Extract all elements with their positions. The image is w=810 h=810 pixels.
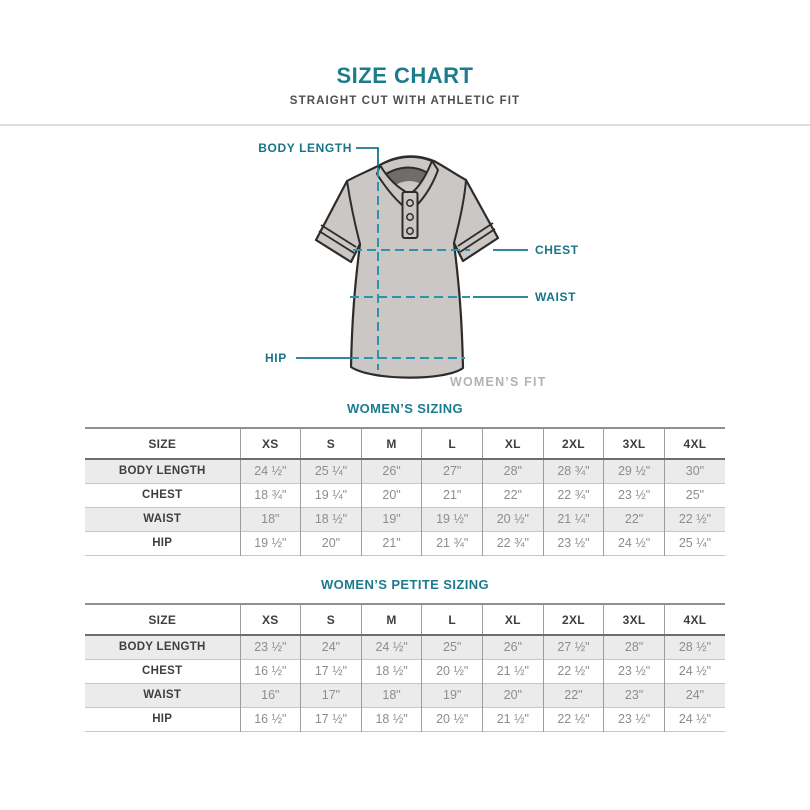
measurement-value-cell: 18 ½" [361, 707, 422, 731]
measurement-value-cell: 19 ½" [240, 531, 301, 555]
measurement-value-cell: 23 ½" [604, 707, 665, 731]
measurement-row-label: BODY LENGTH [118, 465, 206, 478]
size-header-4xl: 4XL [664, 428, 725, 459]
measurement-value-cell: 22 ¾" [483, 531, 544, 555]
horizontal-divider [0, 124, 810, 126]
measurement-value-cell: 17 ½" [301, 659, 362, 683]
measurement-value-cell: 22" [543, 683, 604, 707]
measurement-value-cell: 24" [664, 683, 725, 707]
measurement-value-cell: 20" [483, 683, 544, 707]
measurement-value-cell: 23 ½" [543, 531, 604, 555]
measurement-value-cell: 19" [361, 507, 422, 531]
measurement-value-cell: 24 ½" [664, 659, 725, 683]
measurement-value-cell: 24 ½" [240, 459, 301, 483]
measurement-value-cell: 25" [422, 635, 483, 659]
measurement-value-cell: 20" [301, 531, 362, 555]
womens-petite-sizing-title: WOMEN’S PETITE SIZING [320, 577, 490, 592]
measurement-row-label: BODY LENGTH [118, 641, 206, 654]
body-length-connector [356, 148, 378, 166]
size-header-xs: XS [240, 428, 301, 459]
table-row [85, 635, 725, 659]
measurement-value-cell: 27 ½" [543, 635, 604, 659]
size-header-4xl: 4XL [664, 604, 725, 635]
measurement-value-cell: 18 ½" [361, 659, 422, 683]
shirt-measurement-diagram [250, 132, 580, 397]
measurement-value-cell: 25 ¼" [664, 531, 725, 555]
measurement-value-cell: 21 ½" [483, 659, 544, 683]
measurement-value-cell: 24 ½" [361, 635, 422, 659]
measurement-value-cell: 30" [664, 459, 725, 483]
size-header-l: L [422, 428, 483, 459]
womens-fit-caption: WOMEN’S FIT [450, 375, 547, 389]
measurement-value-cell: 26" [483, 635, 544, 659]
measurement-value-cell: 16 ½" [240, 707, 301, 731]
measurement-value-cell: 22 ½" [664, 507, 725, 531]
table-row [85, 659, 725, 683]
measurement-value-cell: 21 ¼" [543, 507, 604, 531]
size-header-s: S [301, 604, 362, 635]
size-column-header: SIZE [85, 604, 240, 635]
table-row [85, 531, 725, 555]
measurement-value-cell: 27" [422, 459, 483, 483]
womens-sizing-table [85, 427, 725, 556]
measurement-value-cell: 17" [301, 683, 362, 707]
measurement-value-cell: 26" [361, 459, 422, 483]
womens-petite-sizing-table [85, 603, 725, 732]
measurement-value-cell: 22 ¾" [543, 483, 604, 507]
measurement-value-cell: 25" [664, 483, 725, 507]
measurement-value-cell: 18" [240, 507, 301, 531]
measurement-value-cell: 20 ½" [422, 659, 483, 683]
measurement-row-label: WAIST [143, 513, 182, 525]
button-1 [407, 200, 413, 206]
button-2 [407, 214, 413, 220]
measurement-value-cell: 18 ½" [301, 507, 362, 531]
measurement-value-cell: 21 ½" [483, 707, 544, 731]
size-header-xl: XL [483, 428, 544, 459]
measurement-value-cell: 21" [422, 483, 483, 507]
measurement-value-cell: 28 ¾" [543, 459, 604, 483]
measurement-value-cell: 21 ¾" [422, 531, 483, 555]
table-header-row [85, 428, 725, 459]
size-column-header: SIZE [85, 428, 240, 459]
womens-sizing-title: WOMEN’S SIZING [346, 401, 464, 416]
measurement-value-cell: 22" [604, 507, 665, 531]
measurement-value-cell: 22 ½" [543, 659, 604, 683]
waist-label: WAIST [535, 290, 576, 304]
measurement-value-cell: 18 ¾" [240, 483, 301, 507]
table-header-row [85, 604, 725, 635]
measurement-value-cell: 16" [240, 683, 301, 707]
button-3 [407, 228, 413, 234]
measurement-value-cell: 24 ½" [664, 707, 725, 731]
measurement-value-cell: 29 ½" [604, 459, 665, 483]
measurement-row-label: CHEST [142, 489, 183, 501]
page-title: SIZE CHART [336, 63, 474, 88]
measurement-value-cell: 20 ½" [422, 707, 483, 731]
measurement-value-cell: 24 ½" [604, 531, 665, 555]
size-header-2xl: 2XL [543, 604, 604, 635]
measurement-value-cell: 19 ¼" [301, 483, 362, 507]
measurement-value-cell: 23 ½" [604, 659, 665, 683]
measurement-value-cell: 19" [422, 683, 483, 707]
measurement-value-cell: 28" [604, 635, 665, 659]
measurement-value-cell: 19 ½" [422, 507, 483, 531]
measurement-row-label: WAIST [143, 689, 182, 701]
size-header-m: M [361, 604, 422, 635]
body-length-label: BODY LENGTH [258, 141, 352, 155]
table-row [85, 707, 725, 731]
chest-label: CHEST [535, 243, 579, 257]
measurement-value-cell: 28 ½" [664, 635, 725, 659]
size-header-3xl: 3XL [604, 604, 665, 635]
table-row [85, 507, 725, 531]
measurement-value-cell: 20 ½" [483, 507, 544, 531]
page-subtitle: STRAIGHT CUT WITH ATHLETIC FIT [289, 95, 521, 107]
shirt-body [316, 156, 498, 377]
table-row [85, 683, 725, 707]
size-header-2xl: 2XL [543, 428, 604, 459]
size-header-3xl: 3XL [604, 428, 665, 459]
polo-shirt-illustration [250, 132, 580, 397]
measurement-value-cell: 23 ½" [604, 483, 665, 507]
size-header-l: L [422, 604, 483, 635]
measurement-value-cell: 17 ½" [301, 707, 362, 731]
measurement-value-cell: 20" [361, 483, 422, 507]
size-header-xs: XS [240, 604, 301, 635]
measurement-value-cell: 22" [483, 483, 544, 507]
hip-label: HIP [265, 351, 287, 365]
measurement-value-cell: 16 ½" [240, 659, 301, 683]
table-row [85, 459, 725, 483]
measurement-value-cell: 18" [361, 683, 422, 707]
size-header-xl: XL [483, 604, 544, 635]
measurement-value-cell: 22 ½" [543, 707, 604, 731]
measurement-value-cell: 28" [483, 459, 544, 483]
size-header-m: M [361, 428, 422, 459]
measurement-value-cell: 23" [604, 683, 665, 707]
measurement-row-label: HIP [152, 713, 173, 725]
measurement-value-cell: 21" [361, 531, 422, 555]
measurement-value-cell: 25 ¼" [301, 459, 362, 483]
measurement-value-cell: 23 ½" [240, 635, 301, 659]
measurement-row-label: CHEST [142, 665, 183, 677]
measurement-value-cell: 24" [301, 635, 362, 659]
table-row [85, 483, 725, 507]
size-header-s: S [301, 428, 362, 459]
measurement-row-label: HIP [152, 537, 173, 549]
